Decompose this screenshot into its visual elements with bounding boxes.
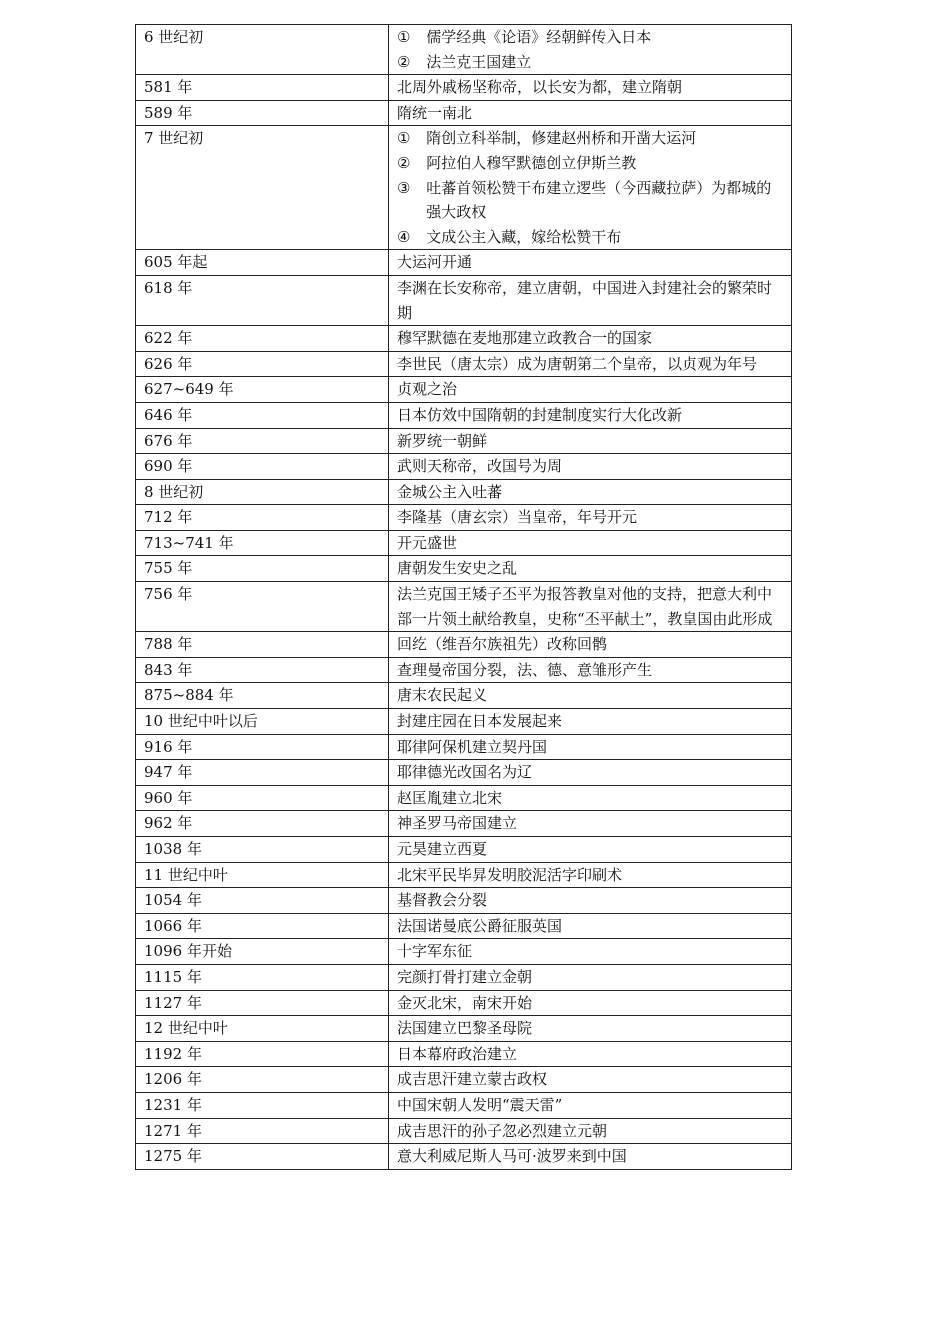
event-text: 赵匡胤建立北宋	[397, 788, 503, 807]
event-item	[397, 837, 785, 862]
table-row	[136, 811, 792, 837]
event-cell	[389, 377, 792, 403]
event-text: 日本仿效中国隋朝的封建制度实行大化改新	[397, 405, 683, 424]
event-text: 成吉思汗的孙子忽必烈建立元朝	[397, 1121, 608, 1140]
date-cell: 755 年	[136, 556, 389, 582]
event-cell	[389, 657, 792, 683]
event-cell	[389, 402, 792, 428]
table-row	[136, 1067, 792, 1093]
table-row	[136, 351, 792, 377]
event-text: 法国建立巴黎圣母院	[397, 1019, 533, 1038]
event-item	[397, 888, 785, 913]
event-cell	[389, 1016, 792, 1042]
event-item	[397, 403, 785, 428]
event-text: 开元盛世	[397, 533, 458, 552]
table-row	[136, 760, 792, 786]
date-cell: 1271 年	[136, 1118, 389, 1144]
event-item	[397, 786, 785, 811]
event-item	[397, 1042, 785, 1067]
event-text: 吐蕃首领松赞干布建立逻些（今西藏拉萨）为都城的强大政权	[426, 178, 772, 222]
table-row	[136, 632, 792, 658]
event-item	[397, 505, 785, 530]
event-cell	[389, 1067, 792, 1093]
table-row	[136, 275, 792, 325]
date-cell: 6 世纪初	[136, 25, 389, 75]
date-cell: 1231 年	[136, 1092, 389, 1118]
event-item	[397, 480, 785, 505]
event-item	[397, 760, 785, 785]
event-text: 法兰克国王矮子丕平为报答教皇对他的支持，把意大利中部一片领土献给教皇，史称“丕平献土”，教皇国由此形成	[397, 585, 773, 628]
event-text: 回纥（维吾尔族祖先）改称回鹘	[397, 635, 608, 654]
date-cell: 627~649 年	[136, 377, 389, 403]
table-row	[136, 1118, 792, 1144]
table-row	[136, 377, 792, 403]
table-row	[136, 1092, 792, 1118]
table-row	[136, 479, 792, 505]
item-number: ①	[397, 28, 411, 46]
timeline-body	[136, 25, 792, 1170]
event-cell	[389, 275, 792, 325]
date-cell: 8 世纪初	[136, 479, 389, 505]
event-cell	[389, 1092, 792, 1118]
item-number: ④	[397, 227, 411, 246]
event-text: 金城公主入吐蕃	[397, 482, 503, 501]
event-item	[397, 1093, 785, 1118]
event-text: 隋创立科举制，修建赵州桥和开凿大运河	[426, 129, 697, 148]
event-cell	[389, 505, 792, 531]
event-item	[397, 1067, 785, 1092]
date-cell: 916 年	[136, 734, 389, 760]
event-item	[397, 914, 785, 939]
event-item	[397, 429, 785, 454]
date-cell: 756 年	[136, 582, 389, 632]
event-text: 阿拉伯人穆罕默德创立伊斯兰教	[426, 153, 637, 172]
event-text: 基督教会分裂	[397, 891, 488, 910]
date-cell: 1066 年	[136, 913, 389, 939]
event-cell	[389, 351, 792, 377]
event-text: 唐末农民起义	[397, 686, 488, 705]
event-item	[397, 326, 785, 351]
event-cell	[389, 785, 792, 811]
date-cell: 713~741 年	[136, 530, 389, 556]
event-cell	[389, 428, 792, 454]
event-item	[397, 658, 785, 683]
event-item	[397, 151, 785, 176]
event-cell	[389, 250, 792, 276]
event-cell	[389, 888, 792, 914]
event-cell	[389, 530, 792, 556]
date-cell: 12 世纪中叶	[136, 1016, 389, 1042]
timeline-table	[135, 24, 792, 1170]
event-item	[397, 965, 785, 990]
event-item	[397, 811, 785, 836]
event-item	[397, 1144, 785, 1169]
table-row	[136, 530, 792, 556]
event-cell	[389, 1118, 792, 1144]
event-text: 北宋平民毕昇发明胶泥活字印刷术	[397, 865, 623, 884]
event-text: 耶律德光改国名为辽	[397, 763, 533, 782]
event-item	[397, 1016, 785, 1041]
event-cell	[389, 683, 792, 709]
event-item	[397, 25, 785, 50]
item-number: ②	[397, 52, 411, 71]
event-cell	[389, 75, 792, 101]
event-text: 李渊在长安称帝，建立唐朝，中国进入封建社会的繁荣时期	[397, 278, 773, 322]
event-cell	[389, 913, 792, 939]
event-cell	[389, 939, 792, 965]
event-text: 中国宋朝人发明“震天雷”	[397, 1095, 563, 1114]
event-text: 隋统一南北	[397, 103, 473, 122]
table-row	[136, 862, 792, 888]
table-row	[136, 250, 792, 276]
event-item	[397, 75, 785, 100]
table-row	[136, 326, 792, 352]
table-row	[136, 939, 792, 965]
table-row	[136, 402, 792, 428]
event-text: 李隆基（唐玄宗）当皇帝，年号开元	[397, 508, 638, 527]
event-item	[397, 863, 785, 888]
event-text: 耶律阿保机建立契丹国	[397, 737, 548, 756]
event-cell	[389, 632, 792, 658]
event-item	[397, 709, 785, 734]
event-item	[397, 50, 785, 75]
event-cell	[389, 734, 792, 760]
table-row	[136, 505, 792, 531]
event-text: 成吉思汗建立蒙古政权	[397, 1070, 548, 1089]
event-item	[397, 176, 785, 225]
event-text: 十字军东征	[397, 942, 473, 961]
event-cell	[389, 25, 792, 75]
event-cell	[389, 811, 792, 837]
event-text: 贞观之治	[397, 380, 458, 399]
date-cell: 1127 年	[136, 990, 389, 1016]
date-cell: 1275 年	[136, 1144, 389, 1170]
date-cell: 10 世纪中叶以后	[136, 709, 389, 735]
event-item	[397, 632, 785, 657]
event-text: 查理曼帝国分裂，法、德、意雏形产生	[397, 660, 653, 679]
date-cell: 618 年	[136, 275, 389, 325]
event-text: 封建庄园在日本发展起来	[397, 712, 563, 731]
event-cell	[389, 326, 792, 352]
event-text: 大运河开通	[397, 253, 473, 272]
item-number: ①	[397, 129, 411, 148]
event-cell	[389, 1041, 792, 1067]
item-number: ②	[397, 153, 411, 172]
date-cell: 646 年	[136, 402, 389, 428]
date-cell: 1054 年	[136, 888, 389, 914]
date-cell: 788 年	[136, 632, 389, 658]
table-row	[136, 837, 792, 863]
table-row	[136, 75, 792, 101]
table-row	[136, 428, 792, 454]
date-cell: 676 年	[136, 428, 389, 454]
event-item	[397, 582, 785, 631]
event-item	[397, 939, 785, 964]
event-text: 李世民（唐太宗）成为唐朝第二个皇帝，以贞观为年号	[397, 354, 758, 373]
event-cell	[389, 1144, 792, 1170]
table-row	[136, 709, 792, 735]
date-cell: 581 年	[136, 75, 389, 101]
event-text: 穆罕默德在麦地那建立政教合一的国家	[397, 329, 653, 348]
item-number: ③	[397, 178, 411, 197]
table-row	[136, 556, 792, 582]
table-row	[136, 126, 792, 250]
date-cell: 962 年	[136, 811, 389, 837]
date-cell: 7 世纪初	[136, 126, 389, 250]
event-item	[397, 683, 785, 708]
table-row	[136, 683, 792, 709]
date-cell: 1192 年	[136, 1041, 389, 1067]
event-item	[397, 225, 785, 250]
event-cell	[389, 582, 792, 632]
event-item	[397, 352, 785, 377]
table-row	[136, 785, 792, 811]
table-row	[136, 1041, 792, 1067]
table-row	[136, 888, 792, 914]
event-text: 文成公主入藏，嫁给松赞干布	[426, 227, 622, 246]
event-cell	[389, 479, 792, 505]
date-cell: 1096 年开始	[136, 939, 389, 965]
event-text: 意大利威尼斯人马可·波罗来到中国	[397, 1147, 627, 1166]
event-text: 法国诺曼底公爵征服英国	[397, 916, 563, 935]
event-text: 神圣罗马帝国建立	[397, 814, 518, 833]
table-row	[136, 582, 792, 632]
table-row	[136, 913, 792, 939]
event-cell	[389, 862, 792, 888]
event-item	[397, 126, 785, 151]
table-row	[136, 25, 792, 75]
event-cell	[389, 126, 792, 250]
event-item	[397, 991, 785, 1016]
event-text: 儒学经典《论语》经朝鲜传入日本	[426, 28, 652, 46]
table-row	[136, 964, 792, 990]
event-text: 新罗统一朝鲜	[397, 431, 488, 450]
date-cell: 690 年	[136, 454, 389, 480]
event-text: 法兰克王国建立	[426, 52, 532, 71]
event-cell	[389, 837, 792, 863]
date-cell: 626 年	[136, 351, 389, 377]
date-cell: 589 年	[136, 100, 389, 126]
event-item	[397, 1119, 785, 1144]
date-cell: 712 年	[136, 505, 389, 531]
date-cell: 1115 年	[136, 964, 389, 990]
event-item	[397, 377, 785, 402]
event-cell	[389, 709, 792, 735]
event-item	[397, 556, 785, 581]
event-text: 唐朝发生安史之乱	[397, 559, 518, 578]
table-row	[136, 734, 792, 760]
table-row	[136, 1016, 792, 1042]
table-row	[136, 454, 792, 480]
event-text: 元昊建立西夏	[397, 840, 488, 858]
event-cell	[389, 990, 792, 1016]
event-item	[397, 454, 785, 479]
table-row	[136, 1144, 792, 1170]
event-text: 金灭北宋，南宋开始	[397, 993, 533, 1012]
event-cell	[389, 454, 792, 480]
event-item	[397, 531, 785, 556]
date-cell: 622 年	[136, 326, 389, 352]
table-row	[136, 100, 792, 126]
event-item	[397, 250, 785, 275]
date-cell: 1206 年	[136, 1067, 389, 1093]
date-cell: 11 世纪中叶	[136, 862, 389, 888]
event-text: 完颜打骨打建立金朝	[397, 967, 533, 986]
table-row	[136, 657, 792, 683]
date-cell: 605 年起	[136, 250, 389, 276]
event-item	[397, 101, 785, 126]
date-cell: 1038 年	[136, 837, 389, 863]
event-cell	[389, 964, 792, 990]
date-cell: 960 年	[136, 785, 389, 811]
event-cell	[389, 760, 792, 786]
date-cell: 947 年	[136, 760, 389, 786]
table-row	[136, 990, 792, 1016]
event-text: 日本幕府政治建立	[397, 1044, 518, 1063]
event-text: 北周外戚杨坚称帝，以长安为都，建立隋朝	[397, 78, 683, 97]
event-cell	[389, 100, 792, 126]
date-cell: 843 年	[136, 657, 389, 683]
date-cell: 875~884 年	[136, 683, 389, 709]
event-item	[397, 276, 785, 325]
event-text: 武则天称帝，改国号为周	[397, 457, 563, 476]
event-item	[397, 735, 785, 760]
event-cell	[389, 556, 792, 582]
